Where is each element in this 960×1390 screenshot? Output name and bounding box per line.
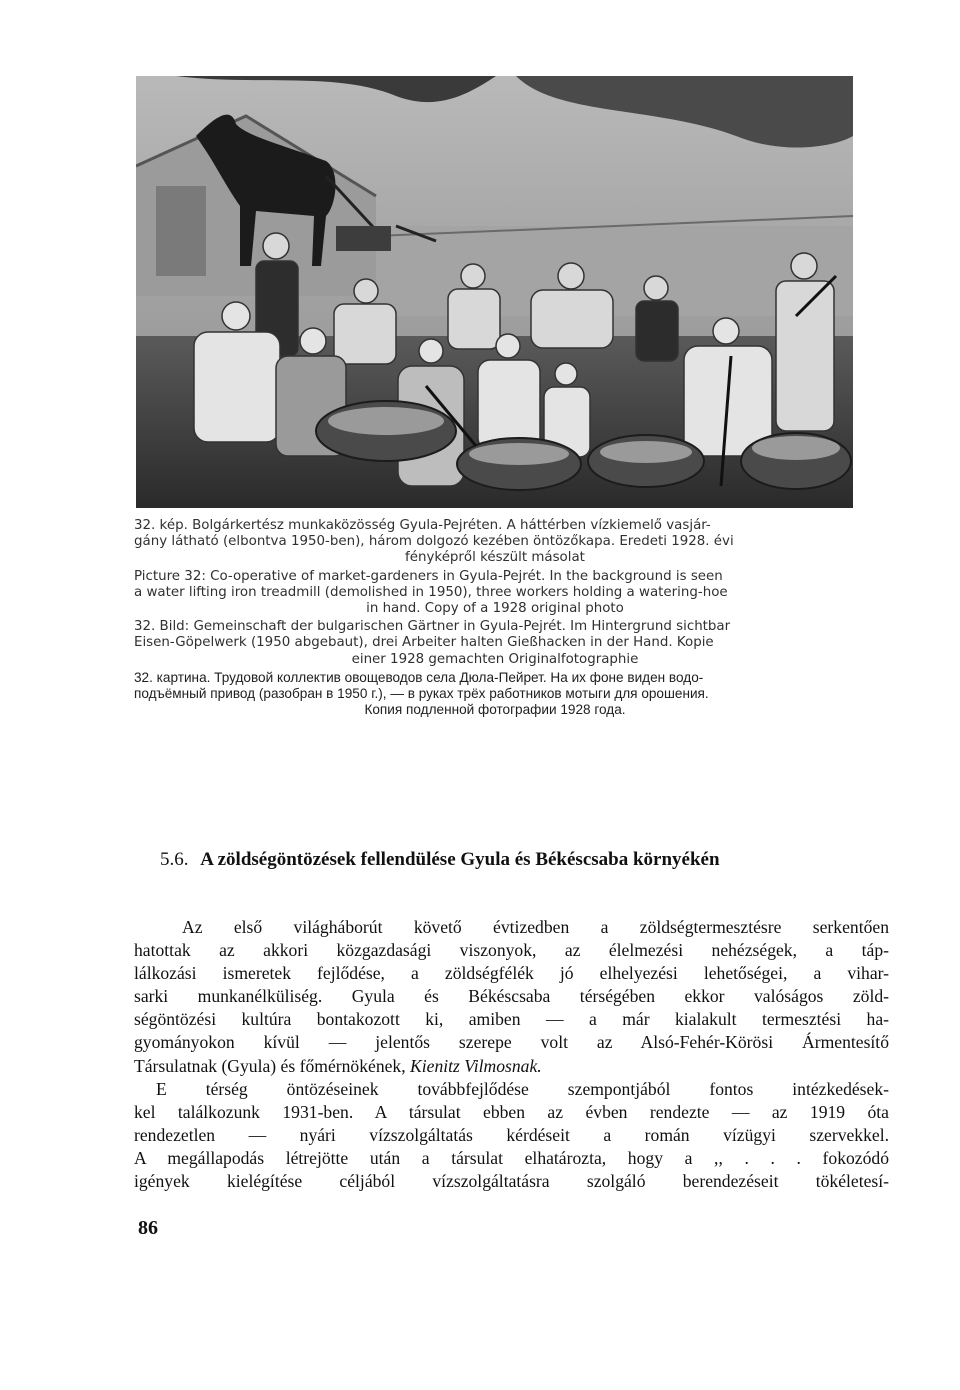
text-line (134, 1055, 889, 1078)
person-name: Kienitz Vilmosnak. (410, 1055, 542, 1076)
caption-line: подъёмный привод (разобран в 1950 г.), — в руках трёх работников мотыги для орошения. (134, 686, 709, 702)
caption-line: a water lifting iron treadmill (demolished in 1950), three workers holding a watering-hoe (134, 584, 728, 600)
text-line: hatottak az akkori közgazdasági viszonyok, az élelmezési nehézségek, a táp- (134, 940, 889, 961)
caption-line: fényképről készült másolat (405, 550, 585, 566)
figure-caption (134, 518, 856, 720)
section-title: A zöldségöntözések fellendülése Gyula és Békéscsaba környékén (200, 849, 720, 870)
text-line: E térség öntözéseinek továbbfejlődése szempontjából fontos intézkedések- (156, 1078, 889, 1099)
text-line: A megállapodás létrejötte után a társulat elhatározta, hogy a ,, . . . fokozódó (134, 1147, 889, 1168)
text-line: sarki munkanélküliség. Gyula és Békéscsaba térségében ekkor valóságos zöld- (134, 986, 889, 1007)
paragraph-1 (134, 916, 889, 1078)
caption-line: 32. Bild: Gemeinschaft der bulgarischen Gärtner in Gyula-Pejrét. Im Hintergrund sichtbar (134, 619, 731, 635)
body-text (134, 916, 889, 1193)
text-line: igények kielégítése céljából vízszolgáltatásra szolgáló berendezéseit tökéletesí- (134, 1171, 889, 1192)
text-line: gyományokon kívül — jelentős szerepe volt az Alsó-Fehér-Körösi Ármentesítő (134, 1032, 889, 1053)
photo-illustration (136, 76, 853, 508)
caption-russian (134, 670, 856, 719)
caption-english (134, 569, 856, 618)
caption-line: 32. картина. Трудовой коллектив овощеводов села Дюла-Пейрет. На их фоне виден водо- (134, 669, 704, 685)
caption-line: einer 1928 gemachten Originalfotographie (351, 651, 639, 667)
text-fragment: Társulatnak (Gyula) és főmérnökének, (134, 1055, 411, 1076)
text-line: rendezetlen — nyári vízszolgáltatás kérdéseit a román vízügyi szervekkel. (134, 1124, 889, 1145)
caption-german (134, 619, 856, 668)
section-heading (160, 849, 900, 871)
caption-line: Eisen-Göpelwerk (1950 abgebaut), drei Arbeiter halten Gießhacken in der Hand. Kopie (134, 635, 714, 651)
text-line: kel találkozunk 1931-ben. A társulat ebben az évben rendezte — az 1919 óta (134, 1101, 889, 1122)
caption-line: in hand. Copy of a 1928 original photo (366, 601, 624, 617)
section-number: 5.6. (160, 849, 189, 870)
caption-line: gány látható (elbontva 1950-ben), három dolgozó kezében öntözőkapa. Eredeti 1928. évi (134, 534, 734, 550)
page-number: 86 (138, 1217, 158, 1239)
text-line: Az első világháborút követő évtizedben a zöldségtermesztésre serkentően (182, 917, 889, 937)
historical-photo (136, 76, 853, 508)
text-line: lálkozási ismeretek fejlődése, a zöldségfélék jó elhelyezési lehetőségei, a vihar- (134, 963, 889, 984)
caption-line: 32. kép. Bolgárkertész munkaközösség Gyula-Pejréten. A háttérben vízkiemelő vasjár- (134, 518, 711, 533)
caption-line: Копия подленной фотографии 1928 года. (364, 702, 626, 718)
text-line: ségöntözési kultúra bontakozott ki, amiben — a már kialakult termesztési ha- (134, 1009, 889, 1030)
paragraph-2 (134, 1078, 889, 1193)
caption-hungarian (134, 518, 856, 567)
caption-line: Picture 32: Co-operative of market-gardeners in Gyula-Pejrét. In the background is seen (134, 568, 723, 584)
